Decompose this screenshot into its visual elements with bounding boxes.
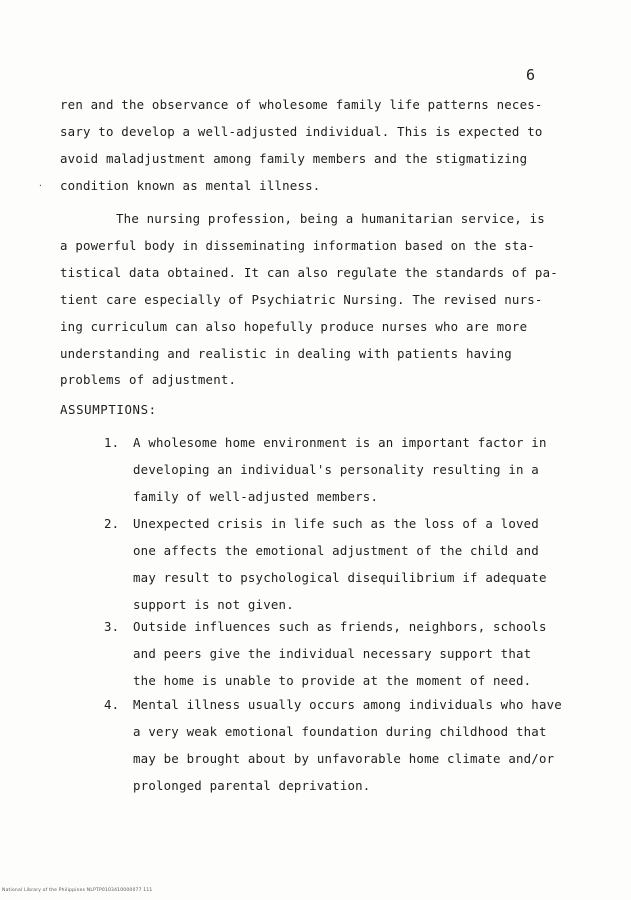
- item-line: Unexpected crisis in life such as the loss of a loved: [133, 516, 539, 531]
- item-line: a very weak emotional foundation during childhood that: [133, 724, 547, 739]
- page-number: 6: [526, 66, 536, 84]
- paragraph-line: sary to develop a well-adjusted individual. This is expected to: [60, 124, 543, 139]
- item-line: Outside influences such as friends, neighbors, schools: [133, 619, 547, 634]
- paragraph-line: ing curriculum can also hopefully produce nurses who are more: [60, 319, 528, 334]
- item-line: may result to psychological disequilibrium if adequate: [133, 570, 547, 585]
- paragraph-line: a powerful body in disseminating information based on the sta-: [60, 238, 535, 253]
- item-line: family of well-adjusted members.: [133, 489, 379, 504]
- item-line: one affects the emotional adjustment of the child and: [133, 543, 539, 558]
- item-line: prolonged parental deprivation.: [133, 778, 371, 793]
- section-heading: ASSUMPTIONS:: [60, 402, 157, 417]
- item-line: A wholesome home environment is an important factor in: [133, 435, 547, 450]
- margin-mark: ·: [38, 181, 44, 190]
- paragraph-line: tistical data obtained. It can also regulate the standards of pa-: [60, 265, 558, 280]
- item-number: 4.: [104, 697, 120, 712]
- paragraph-line: understanding and realistic in dealing with patients having: [60, 346, 512, 361]
- paragraph-line: avoid maladjustment among family members and the stigmatizing: [60, 151, 528, 166]
- item-line: developing an individual's personality resulting in a: [133, 462, 539, 477]
- item-number: 1.: [104, 435, 120, 450]
- item-line: Mental illness usually occurs among individuals who have: [133, 697, 562, 712]
- paragraph-line: problems of adjustment.: [60, 372, 237, 387]
- item-line: may be brought about by unfavorable home climate and/or: [133, 751, 555, 766]
- item-number: 3.: [104, 619, 120, 634]
- paragraph-line: condition known as mental illness.: [60, 178, 321, 193]
- item-number: 2.: [104, 516, 120, 531]
- paragraph-line: ren and the observance of wholesome family life patterns neces-: [60, 97, 543, 112]
- paragraph-line: The nursing profession, being a humanitarian service, is: [116, 211, 545, 226]
- item-line: the home is unable to provide at the moment of need.: [133, 673, 532, 688]
- item-line: and peers give the individual necessary support that: [133, 646, 532, 661]
- paragraph-line: tient care especially of Psychiatric Nursing. The revised nurs-: [60, 292, 543, 307]
- item-line: support is not given.: [133, 597, 294, 612]
- archive-footer: National Library of the Philippines NLPTP0103410000077 111: [2, 888, 153, 893]
